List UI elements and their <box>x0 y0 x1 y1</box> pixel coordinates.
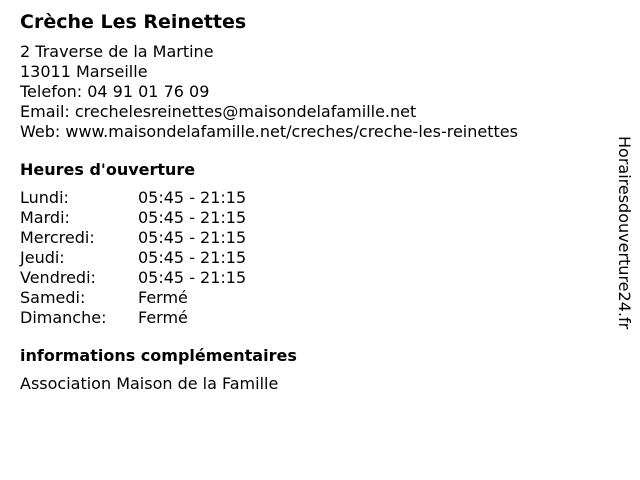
business-card <box>20 9 600 394</box>
hours-row-mercredi <box>20 228 600 248</box>
hours-row-samedi <box>20 288 600 308</box>
address-block <box>20 42 600 142</box>
hours-row-mardi <box>20 208 600 228</box>
hours-row-jeudi <box>20 248 600 268</box>
day-hours: Fermé <box>138 308 188 327</box>
day-label: Mercredi: <box>20 228 95 247</box>
day-label: Samedi: <box>20 288 86 307</box>
hours-row-dimanche <box>20 308 600 328</box>
day-hours: 05:45 - 21:15 <box>138 188 247 207</box>
opening-hours-heading: Heures d'ouverture <box>20 160 196 179</box>
email-address: Email: crechelesreinettes@maisondelafamille.net <box>20 102 417 121</box>
site-watermark: Horairesdouverture24.fr <box>615 136 634 330</box>
day-hours: Fermé <box>138 288 188 307</box>
additional-info-heading: informations complémentaires <box>20 346 297 365</box>
street-address: 2 Traverse de la Martine <box>20 42 214 61</box>
day-label: Dimanche: <box>20 308 107 327</box>
day-label: Vendredi: <box>20 268 96 287</box>
business-title: Crèche Les Reinettes <box>20 11 247 33</box>
day-hours: 05:45 - 21:15 <box>138 268 247 287</box>
day-label: Jeudi: <box>20 248 65 267</box>
website-url: Web: www.maisondelafamille.net/creches/creche-les-reinettes <box>20 122 518 141</box>
day-label: Lundi: <box>20 188 69 207</box>
day-hours: 05:45 - 21:15 <box>138 228 247 247</box>
hours-row-lundi <box>20 188 600 208</box>
additional-info-text: Association Maison de la Famille <box>20 374 279 393</box>
phone-number: Telefon: 04 91 01 76 09 <box>20 82 210 101</box>
day-hours: 05:45 - 21:15 <box>138 248 247 267</box>
city-postal: 13011 Marseille <box>20 62 148 81</box>
hours-row-vendredi <box>20 268 600 288</box>
day-label: Mardi: <box>20 208 70 227</box>
opening-hours-table <box>20 188 600 328</box>
day-hours: 05:45 - 21:15 <box>138 208 247 227</box>
